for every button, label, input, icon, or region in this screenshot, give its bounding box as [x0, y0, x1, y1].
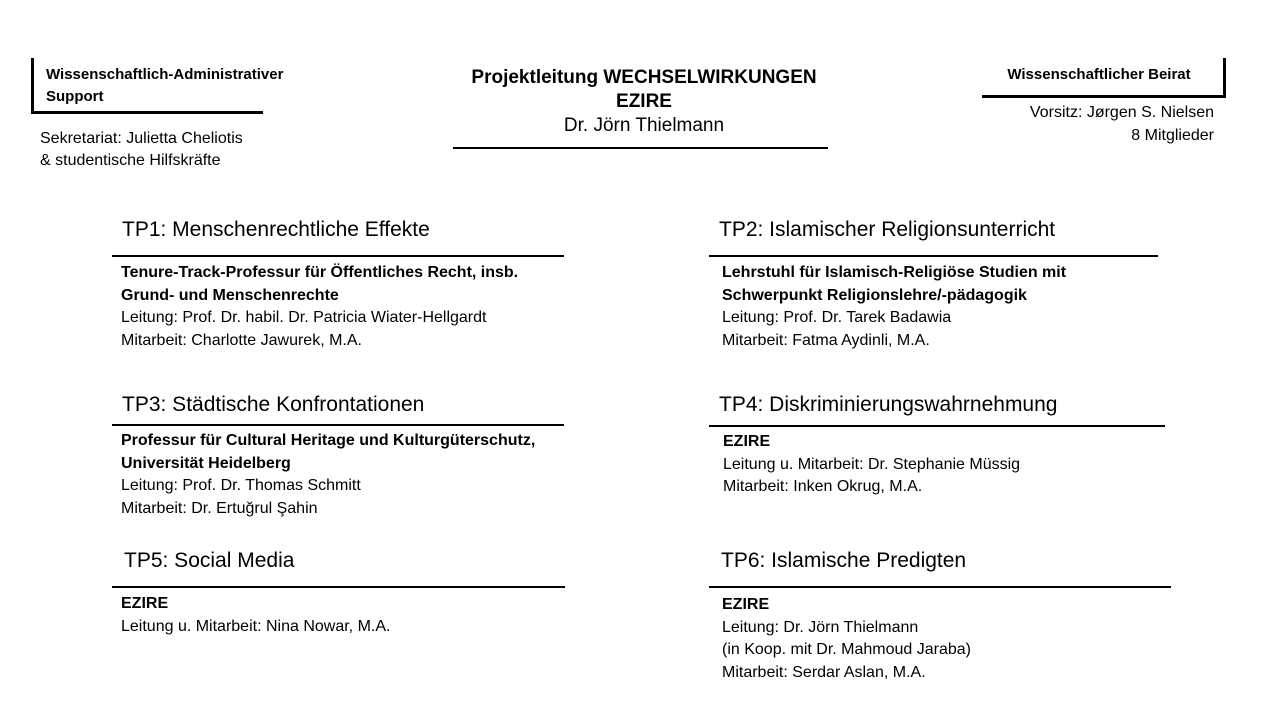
leadership-header — [455, 66, 833, 138]
leadership-institute: EZIRE — [616, 91, 672, 112]
support-box — [31, 58, 284, 114]
tp2-rule — [709, 255, 1158, 257]
tp6-title: TP6: Islamische Predigten — [721, 549, 967, 572]
tp1-rule — [112, 255, 564, 257]
board-details — [990, 101, 1214, 147]
tp5-institute: EZIRE — [121, 595, 169, 612]
tp2-staff: Mitarbeit: Fatma Aydinli, M.A. — [722, 331, 930, 349]
tp3-chair-line-1: Professur für Cultural Heritage und Kulturgüterschutz, — [121, 432, 536, 449]
tp1-chair-line-1: Tenure-Track-Professur für Öffentliches Recht, insb. — [121, 264, 519, 281]
support-secretary: Sekretariat: Julietta Cheliotis — [40, 130, 243, 147]
support-box-bottom-border — [31, 111, 263, 114]
tp2-chair-line-2: Schwerpunkt Religionslehre/-pädagogik — [722, 286, 1027, 304]
board-box — [982, 58, 1226, 98]
board-box-bottom-border — [982, 95, 1226, 98]
tp6-institute: EZIRE — [722, 596, 770, 613]
leadership-name: Dr. Jörn Thielmann — [563, 115, 725, 136]
tp6-rule — [709, 586, 1171, 588]
leadership-rule — [453, 147, 828, 149]
support-assistants: & studentische Hilfskräfte — [40, 152, 221, 169]
tp6-cooperation: (in Koop. mit Dr. Mahmoud Jaraba) — [722, 641, 971, 659]
tp2-lead: Leitung: Prof. Dr. Tarek Badawia — [722, 309, 952, 327]
tp1-chair-line-2: Grund- und Menschenrechte — [121, 286, 339, 304]
tp4-rule — [709, 425, 1165, 427]
tp2-body — [722, 262, 1066, 352]
tp2-chair-line-1: Lehrstuhl für Islamisch-Religiöse Studien mit — [722, 264, 1067, 281]
support-details — [40, 128, 243, 172]
tp4-lead: Leitung u. Mitarbeit: Dr. Stephanie Müssig — [723, 455, 1021, 473]
tp4-institute: EZIRE — [723, 433, 771, 450]
tp3-staff: Mitarbeit: Dr. Ertuğrul Şahin — [121, 499, 318, 517]
tp6-body — [722, 594, 971, 684]
tp1-lead: Leitung: Prof. Dr. habil. Dr. Patricia Wiater-Hellgardt — [121, 309, 487, 327]
tp4-title: TP4: Diskriminierungswahrnehmung — [719, 393, 1058, 416]
board-box-right-border — [1223, 58, 1226, 98]
tp1-staff: Mitarbeit: Charlotte Jawurek, M.A. — [121, 331, 362, 349]
tp5-body — [121, 593, 390, 638]
board-title: Wissenschaftlicher Beirat — [1007, 66, 1191, 83]
tp5-lead: Leitung u. Mitarbeit: Nina Nowar, M.A. — [121, 617, 391, 635]
tp4-staff: Mitarbeit: Inken Okrug, M.A. — [723, 478, 923, 496]
tp2-title: TP2: Islamischer Religionsunterricht — [719, 218, 1056, 241]
tp3-lead: Leitung: Prof. Dr. Thomas Schmitt — [121, 477, 361, 495]
tp3-chair-line-2: Universität Heidelberg — [121, 454, 291, 472]
tp3-rule — [112, 424, 564, 426]
board-members: 8 Mitglieder — [1131, 127, 1214, 144]
leadership-title: Projektleitung WECHSELWIRKUNGEN — [471, 67, 817, 88]
tp1-body — [121, 262, 518, 352]
tp3-title: TP3: Städtische Konfrontationen — [122, 393, 425, 416]
tp6-staff: Mitarbeit: Serdar Aslan, M.A. — [722, 663, 926, 681]
tp3-body — [121, 430, 535, 520]
board-chair: Vorsitz: Jørgen S. Nielsen — [1029, 104, 1214, 121]
tp1-title: TP1: Menschenrechtliche Effekte — [122, 218, 430, 241]
tp5-title: TP5: Social Media — [124, 549, 295, 572]
tp5-rule — [112, 586, 565, 588]
tp6-lead: Leitung: Dr. Jörn Thielmann — [722, 618, 919, 636]
support-title: Wissenschaftlich-Administrativer Support — [46, 66, 284, 105]
support-box-left-border — [31, 58, 34, 114]
tp4-body — [723, 431, 1020, 499]
